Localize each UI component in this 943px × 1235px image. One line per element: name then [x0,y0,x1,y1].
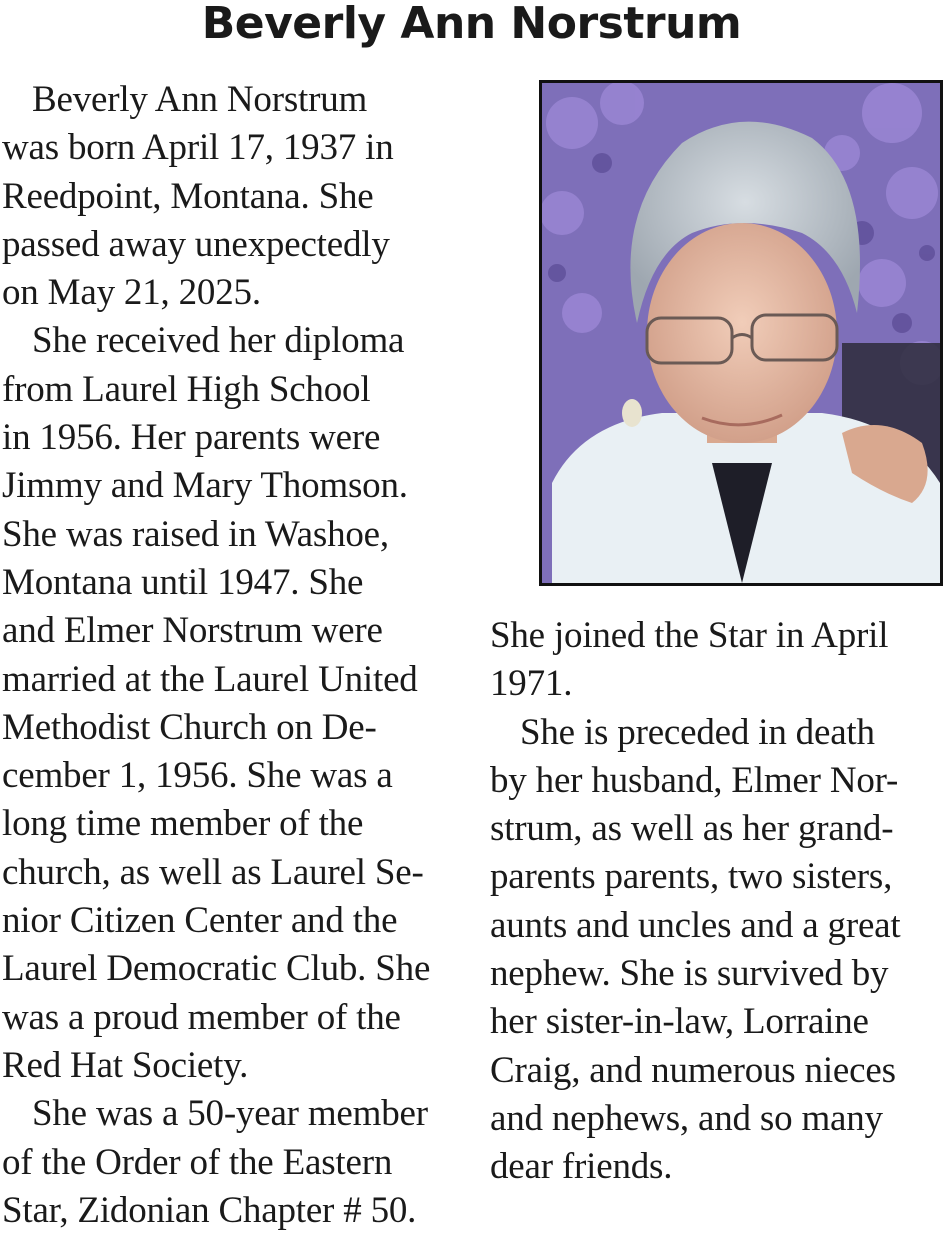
text-line: Craig, and numerous nieces [490,1049,896,1091]
text-line: Reedpoint, Montana. She [2,175,374,217]
text-line: dear friends. [490,1146,673,1188]
text-line: She is preceded in death [520,711,875,753]
text-line: in 1956. Her parents were [2,417,381,459]
text-line: 1971. [490,663,573,705]
text-line: of the Order of the Eastern [2,1141,393,1183]
text-line: Star, Zidonian Chapter # 50. [2,1189,417,1231]
text-line: aunts and uncles and a great [490,904,901,946]
text-line: and nephews, and so many [490,1097,883,1139]
text-line: She received her diploma [32,320,405,362]
text-line: nephew. She is survived by [490,953,889,995]
portrait-photo [539,80,943,586]
left-column-text [2,76,454,1235]
text-line: church, as well as Laurel Se- [2,851,424,893]
text-line: Methodist Church on De- [2,706,377,748]
text-line: was born April 17, 1937 in [2,127,394,169]
text-line: her sister-in-law, Lorraine [490,1001,869,1043]
text-line: Red Hat Society. [2,1044,249,1086]
text-line: Jimmy and Mary Thomson. [2,465,408,507]
text-line: nior Citizen Center and the [2,900,398,942]
right-column-text [490,612,942,1192]
text-line: She was a 50-year member [32,1093,428,1135]
text-line: passed away unexpectedly [2,223,390,265]
text-line: Montana until 1947. She [2,561,364,603]
text-line: Laurel Democratic Club. She [2,948,431,990]
text-line: long time member of the [2,803,364,845]
text-line: on May 21, 2025. [2,272,261,314]
obituary-title: Beverly Ann Norstrum [201,0,742,49]
text-line: She was raised in Washoe, [2,513,389,555]
portrait-illustration [542,83,940,583]
text-line: married at the Laurel United [2,658,418,700]
text-line: cember 1, 1956. She was a [2,755,393,797]
text-line: was a proud member of the [2,996,401,1038]
text-line: and Elmer Norstrum were [2,610,383,652]
text-line: Beverly Ann Norstrum [32,79,368,120]
text-line: by her husband, Elmer Nor- [490,759,899,801]
text-line: strum, as well as her grand- [490,808,894,850]
text-line: She joined the Star in April [490,615,889,656]
text-line: parents parents, two sisters, [490,856,893,898]
text-line: from Laurel High School [2,368,371,410]
